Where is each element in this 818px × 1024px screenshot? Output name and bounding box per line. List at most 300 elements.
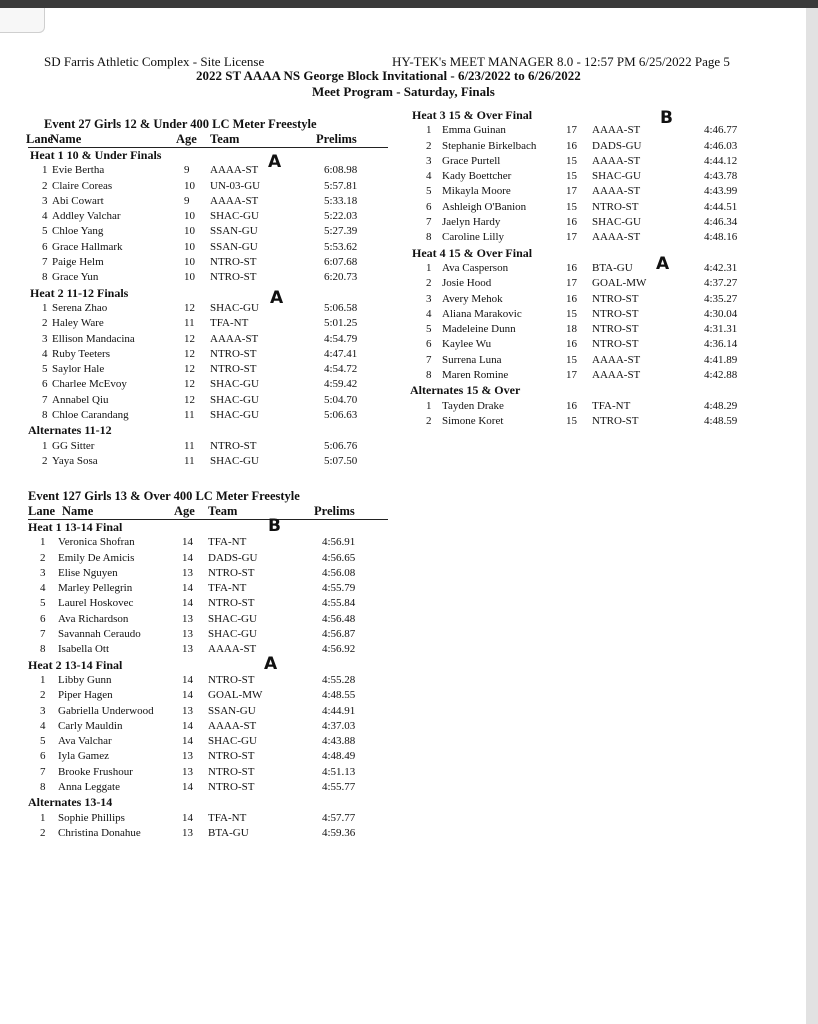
seed-time: 4:37.03	[322, 719, 356, 732]
heat-title: Heat 4 15 & Over Final	[412, 245, 533, 260]
team-code: SHAC-GU	[210, 378, 259, 391]
swimmer-name: Laurel Hoskovec	[58, 597, 134, 610]
swimmer-age: 17	[566, 369, 577, 382]
swimmer-name: Tayden Drake	[442, 399, 504, 412]
seed-time: 5:06.76	[324, 439, 358, 452]
entry-row	[412, 276, 752, 291]
team-code: TFA-NT	[210, 317, 249, 330]
lane-number: 6	[40, 612, 46, 625]
seed-time: 4:54.79	[324, 332, 358, 345]
swimmer-name: Yaya Sosa	[52, 454, 98, 467]
lane-number: 7	[40, 628, 46, 641]
team-code: NTRO-ST	[210, 256, 257, 269]
team-code: AAAA-ST	[210, 194, 259, 207]
seed-time: 5:57.81	[324, 179, 358, 192]
team-code: NTRO-ST	[208, 750, 255, 763]
swimmer-age: 12	[184, 378, 195, 391]
swimmer-age: 13	[182, 612, 193, 625]
team-code: TFA-NT	[592, 399, 631, 412]
lane-number: 7	[42, 256, 48, 269]
team-code: NTRO-ST	[210, 347, 257, 360]
meet-title: 2022 ST AAAA NS George Block Invitational - 6/23/2022 to 6/26/2022	[196, 68, 581, 83]
swimmer-age: 9	[184, 194, 190, 207]
entry-row	[28, 194, 388, 209]
team-code: AAAA-ST	[210, 164, 259, 177]
lane-number: 5	[40, 597, 46, 610]
lane-number: 4	[42, 347, 48, 360]
swimmer-name: Chloe Yang	[52, 225, 104, 238]
swimmer-name: Kaylee Wu	[442, 338, 492, 351]
swimmer-age: 16	[566, 261, 577, 274]
site-license-label: SD Farris Athletic Complex - Site License	[44, 54, 265, 69]
swimmer-name: Stephanie Birkelbach	[442, 139, 537, 152]
swimmer-age: 15	[566, 353, 577, 366]
entry-row	[28, 332, 388, 347]
seed-time: 4:48.49	[322, 750, 356, 763]
team-code: AAAA-ST	[592, 154, 641, 167]
seed-time: 4:56.91	[322, 536, 356, 549]
team-code: NTRO-ST	[210, 439, 257, 452]
entry-row	[28, 673, 388, 688]
heat-title: Heat 3 15 & Over Final	[412, 108, 533, 122]
swimmer-name: Grace Yun	[52, 271, 99, 284]
entry-row	[28, 596, 388, 611]
seed-time: 4:36.14	[704, 338, 738, 351]
team-code: NTRO-ST	[592, 292, 639, 305]
swimmer-age: 12	[184, 301, 195, 314]
lane-number: 2	[426, 277, 432, 290]
entry-row	[28, 734, 388, 749]
swimmer-age: 17	[566, 231, 577, 244]
seed-time: 4:56.92	[322, 643, 356, 656]
seed-time: 4:48.16	[704, 231, 738, 244]
alternates-title: Alternates 13-14	[28, 795, 113, 810]
lane-number: 7	[426, 216, 432, 229]
team-code: NTRO-ST	[592, 338, 639, 351]
swimmer-name: Emma Guinan	[442, 124, 506, 137]
swimmer-age: 15	[566, 414, 577, 427]
team-code: NTRO-ST	[208, 566, 255, 579]
lane-number: 3	[426, 292, 432, 305]
swimmer-age: 16	[566, 292, 577, 305]
lane-number: 6	[426, 338, 432, 351]
swimmer-age: 15	[566, 170, 577, 183]
lane-number: 6	[40, 750, 46, 763]
document-page	[0, 8, 806, 1024]
swimmer-name: Mikayla Moore	[442, 185, 511, 198]
team-code: SHAC-GU	[208, 628, 257, 641]
swimmer-name: Veronica Shofran	[58, 536, 135, 549]
swimmer-age: 15	[566, 307, 577, 320]
entry-row	[28, 551, 388, 566]
lane-number: 4	[426, 307, 432, 320]
lane-number: 1	[426, 124, 432, 137]
swimmer-name: Ava Valchar	[58, 735, 112, 748]
swimmer-age: 14	[182, 597, 193, 610]
lane-number: 4	[42, 210, 48, 223]
entry-row	[412, 414, 752, 429]
entry-row	[412, 322, 752, 337]
swimmer-name: Jaelyn Hardy	[442, 216, 501, 229]
lane-number: 4	[40, 719, 46, 732]
handwritten-mark: A	[264, 654, 278, 674]
lane-number: 8	[42, 409, 48, 422]
seed-time: 4:51.13	[322, 765, 356, 778]
entry-row	[28, 270, 388, 285]
swimmer-age: 13	[182, 765, 193, 778]
seed-time: 4:31.31	[704, 323, 738, 336]
entry-row	[412, 139, 752, 154]
swimmer-name: Saylor Hale	[52, 363, 105, 376]
seed-time: 4:43.99	[704, 185, 738, 198]
lane-number: 1	[42, 164, 48, 177]
seed-time: 4:43.88	[322, 735, 356, 748]
swimmer-age: 18	[566, 323, 577, 336]
swimmer-age: 10	[184, 271, 195, 284]
event-title: Event 127 Girls 13 & Over 400 LC Meter Freestyle	[28, 489, 300, 503]
swimmer-age: 12	[184, 347, 195, 360]
swimmer-name: Piper Hagen	[58, 689, 113, 702]
team-code: SHAC-GU	[210, 454, 259, 467]
team-code: AAAA-ST	[592, 231, 641, 244]
seed-time: 4:42.88	[704, 369, 738, 382]
swimmer-age: 14	[182, 781, 193, 794]
swimmer-name: Caroline Lilly	[442, 231, 505, 244]
swimmer-name: Simone Koret	[442, 414, 504, 427]
event-27-section	[28, 116, 388, 469]
lane-number: 5	[426, 323, 432, 336]
seed-time: 4:46.03	[704, 139, 738, 152]
seed-time: 4:55.79	[322, 582, 356, 595]
seed-time: 4:44.91	[322, 704, 356, 717]
lane-number: 3	[40, 566, 46, 579]
swimmer-name: Ashleigh O'Banion	[442, 200, 527, 213]
seed-time: 4:56.48	[322, 612, 356, 625]
seed-time: 4:43.78	[704, 170, 738, 183]
swimmer-age: 16	[566, 216, 577, 229]
alternates-rows	[412, 399, 752, 430]
seed-time: 5:04.70	[324, 393, 358, 406]
swimmer-age: 16	[566, 399, 577, 412]
entry-row	[28, 749, 388, 764]
right-column-section	[412, 108, 752, 429]
entry-row	[412, 353, 752, 368]
event-title: Event 27 Girls 12 & Under 400 LC Meter Freestyle	[44, 117, 317, 131]
lane-number: 3	[426, 154, 432, 167]
lane-number: 2	[426, 139, 432, 152]
software-stamp: HY-TEK's MEET MANAGER 8.0 - 12:57 PM 6/25/2022 Page 5	[392, 54, 730, 69]
lane-number: 2	[40, 826, 46, 839]
seed-time: 5:06.63	[324, 409, 358, 422]
handwritten-mark: B	[268, 516, 281, 536]
team-code: NTRO-ST	[208, 673, 255, 686]
team-code: TFA-NT	[208, 811, 247, 824]
swimmer-name: Claire Coreas	[52, 179, 113, 192]
lane-number: 2	[40, 689, 46, 702]
column-header: Lane Name Age Team Prelims	[28, 504, 388, 520]
entry-row	[412, 307, 752, 322]
team-code: AAAA-ST	[208, 643, 257, 656]
seed-time: 5:07.50	[324, 454, 358, 467]
lane-number: 3	[42, 332, 48, 345]
swimmer-age: 15	[566, 200, 577, 213]
seed-time: 5:01.25	[324, 317, 358, 330]
seed-time: 4:48.59	[704, 414, 738, 427]
heat-2-rows	[28, 301, 388, 423]
entry-row	[28, 612, 388, 627]
lane-number: 5	[426, 185, 432, 198]
seed-time: 4:42.31	[704, 261, 738, 274]
entry-row	[28, 454, 388, 469]
swimmer-name: Charlee McEvoy	[52, 378, 127, 391]
swimmer-age: 10	[184, 210, 195, 223]
team-code: AAAA-ST	[592, 124, 641, 137]
lane-number: 1	[426, 261, 432, 274]
swimmer-age: 16	[566, 338, 577, 351]
swimmer-age: 13	[182, 704, 193, 717]
entry-row	[412, 184, 752, 199]
window-top-bar	[0, 0, 818, 8]
swimmer-name: Ruby Teeters	[52, 347, 110, 360]
lane-number: 3	[40, 704, 46, 717]
team-code: GOAL-MW	[208, 689, 263, 702]
lane-number: 6	[42, 378, 48, 391]
handwritten-mark: B	[660, 108, 673, 128]
swimmer-name: Kady Boettcher	[442, 170, 512, 183]
team-code: AAAA-ST	[208, 719, 257, 732]
lane-number: 4	[40, 582, 46, 595]
team-code: SHAC-GU	[210, 409, 259, 422]
entry-row	[28, 811, 388, 826]
entry-row	[412, 123, 752, 138]
seed-time: 4:37.27	[704, 277, 738, 290]
swimmer-age: 10	[184, 225, 195, 238]
lane-number: 6	[42, 240, 48, 253]
seed-time: 6:08.98	[324, 164, 358, 177]
swimmer-age: 14	[182, 735, 193, 748]
swimmer-age: 12	[184, 363, 195, 376]
team-code: SSAN-GU	[210, 240, 258, 253]
swimmer-name: Addley Valchar	[52, 210, 121, 223]
swimmer-name: Marley Pellegrin	[58, 582, 133, 595]
lane-number: 4	[426, 170, 432, 183]
swimmer-age: 14	[182, 582, 193, 595]
swimmer-age: 17	[566, 124, 577, 137]
swimmer-name: Ava Richardson	[58, 612, 129, 625]
swimmer-name: Emily De Amicis	[58, 551, 135, 564]
entry-row	[28, 362, 388, 377]
swimmer-age: 14	[182, 536, 193, 549]
seed-time: 4:41.89	[704, 353, 738, 366]
team-code: AAAA-ST	[592, 185, 641, 198]
swimmer-name: Anna Leggate	[58, 781, 120, 794]
swimmer-age: 14	[182, 551, 193, 564]
swimmer-age: 15	[566, 154, 577, 167]
team-code: NTRO-ST	[592, 414, 639, 427]
entry-row	[28, 780, 388, 795]
lane-number: 8	[426, 231, 432, 244]
swimmer-age: 14	[182, 673, 193, 686]
entry-row	[28, 704, 388, 719]
swimmer-name: Aliana Marakovic	[442, 307, 522, 320]
handwritten-mark: A	[656, 254, 670, 274]
scroll-gutter	[806, 8, 818, 1024]
seed-time: 4:46.34	[704, 216, 738, 229]
team-code: NTRO-ST	[592, 307, 639, 320]
seed-time: 4:59.36	[322, 826, 356, 839]
entry-row	[28, 535, 388, 550]
heat-1-rows	[28, 163, 388, 285]
lane-number: 3	[42, 194, 48, 207]
team-code: TFA-NT	[208, 536, 247, 549]
entry-row	[412, 154, 752, 169]
swimmer-name: Chloe Carandang	[52, 409, 129, 422]
lane-number: 1	[40, 536, 46, 549]
seed-time: 4:55.28	[322, 673, 356, 686]
entry-row	[28, 642, 388, 657]
lane-number: 2	[426, 414, 432, 427]
swimmer-name: Grace Purtell	[442, 154, 501, 167]
team-code: BTA-GU	[208, 826, 249, 839]
seed-time: 4:59.42	[324, 378, 358, 391]
swimmer-name: Isabella Ott	[58, 643, 110, 656]
team-code: SHAC-GU	[208, 612, 257, 625]
swimmer-name: Sophie Phillips	[58, 811, 125, 824]
swimmer-name: Evie Bertha	[52, 164, 105, 177]
team-code: SHAC-GU	[592, 170, 641, 183]
seed-time: 4:48.29	[704, 399, 738, 412]
handwritten-mark: A	[270, 288, 284, 308]
entry-row	[28, 581, 388, 596]
team-code: SHAC-GU	[592, 216, 641, 229]
swimmer-name: Carly Mauldin	[58, 719, 123, 732]
swimmer-age: 17	[566, 277, 577, 290]
swimmer-name: Avery Mehok	[442, 292, 503, 305]
lane-number: 5	[40, 735, 46, 748]
entry-row	[28, 163, 388, 178]
heat-title: Heat 2 11-12 Finals	[30, 285, 129, 300]
swimmer-name: Libby Gunn	[58, 673, 112, 686]
team-code: DADS-GU	[208, 551, 258, 564]
seed-time: 4:35.27	[704, 292, 738, 305]
seed-time: 4:55.84	[322, 597, 356, 610]
lane-number: 8	[40, 643, 46, 656]
entry-row	[28, 179, 388, 194]
entry-row	[412, 200, 752, 215]
heat-1-rows	[28, 535, 388, 657]
swimmer-name: Surrena Luna	[442, 353, 502, 366]
swimmer-age: 13	[182, 826, 193, 839]
swimmer-name: Gabriella Underwood	[58, 704, 154, 717]
swimmer-name: Paige Helm	[52, 256, 104, 269]
swimmer-name: Madeleine Dunn	[442, 323, 516, 336]
seed-time: 4:54.72	[324, 363, 358, 376]
swimmer-age: 13	[182, 628, 193, 641]
entry-row	[28, 408, 388, 423]
entry-row	[412, 399, 752, 414]
seed-time: 4:55.77	[322, 781, 356, 794]
team-code: AAAA-ST	[592, 369, 641, 382]
entry-row	[412, 337, 752, 352]
entry-row	[28, 566, 388, 581]
swimmer-age: 11	[184, 409, 195, 422]
seed-time: 4:56.08	[322, 566, 356, 579]
seed-time: 4:46.77	[704, 124, 738, 137]
swimmer-age: 11	[184, 439, 195, 452]
seed-time: 4:47.41	[324, 347, 358, 360]
entry-row	[28, 255, 388, 270]
heat-title: Heat 2 13-14 Final	[28, 657, 123, 672]
entry-row	[28, 240, 388, 255]
entry-row	[412, 292, 752, 307]
swimmer-age: 14	[182, 689, 193, 702]
heat-title: Heat 1 10 & Under Finals	[30, 148, 162, 162]
entry-row	[28, 439, 388, 454]
team-code: NTRO-ST	[208, 765, 255, 778]
swimmer-name: Serena Zhao	[52, 301, 108, 314]
event-127-section	[28, 488, 388, 841]
entry-row	[28, 209, 388, 224]
swimmer-name: Ava Casperson	[442, 261, 509, 274]
seed-time: 5:33.18	[324, 194, 358, 207]
swimmer-age: 10	[184, 256, 195, 269]
team-code: DADS-GU	[592, 139, 642, 152]
swimmer-age: 13	[182, 643, 193, 656]
swimmer-age: 10	[184, 240, 195, 253]
entry-row	[28, 347, 388, 362]
swimmer-name: Haley Ware	[52, 317, 104, 330]
team-code: NTRO-ST	[210, 271, 257, 284]
swimmer-name: Ellison Mandacina	[52, 332, 135, 345]
swimmer-age: 13	[182, 566, 193, 579]
swimmer-name: GG Sitter	[52, 439, 95, 452]
entry-row	[28, 224, 388, 239]
seed-time: 5:27.39	[324, 225, 358, 238]
lane-number: 1	[426, 399, 432, 412]
entry-row	[28, 316, 388, 331]
team-code: SHAC-GU	[210, 301, 259, 314]
entry-row	[28, 627, 388, 642]
handwritten-mark: A	[268, 152, 282, 172]
alternates-title: Alternates 11-12	[28, 423, 112, 438]
lane-number: 8	[426, 369, 432, 382]
lane-number: 8	[42, 271, 48, 284]
entry-row	[412, 169, 752, 184]
lane-number: 7	[426, 353, 432, 366]
seed-time: 6:07.68	[324, 256, 358, 269]
seed-time: 4:48.55	[322, 689, 356, 702]
team-code: SSAN-GU	[208, 704, 256, 717]
lane-number: 7	[40, 765, 46, 778]
swimmer-name: Iyla Gamez	[58, 750, 109, 763]
team-code: BTA-GU	[592, 261, 633, 274]
team-code: TFA-NT	[208, 582, 247, 595]
entry-row	[28, 688, 388, 703]
entry-row	[28, 719, 388, 734]
swimmer-name: Savannah Ceraudo	[58, 628, 141, 641]
lane-number: 2	[40, 551, 46, 564]
lane-number: 1	[42, 301, 48, 314]
entry-row	[412, 368, 752, 383]
alternates-rows	[28, 439, 388, 470]
swimmer-age: 12	[184, 393, 195, 406]
swimmer-name: Brooke Frushour	[58, 765, 133, 778]
team-code: NTRO-ST	[592, 200, 639, 213]
lane-number: 2	[42, 179, 48, 192]
team-code: NTRO-ST	[208, 781, 255, 794]
entry-row	[412, 215, 752, 230]
team-code: UN-03-GU	[210, 179, 261, 192]
